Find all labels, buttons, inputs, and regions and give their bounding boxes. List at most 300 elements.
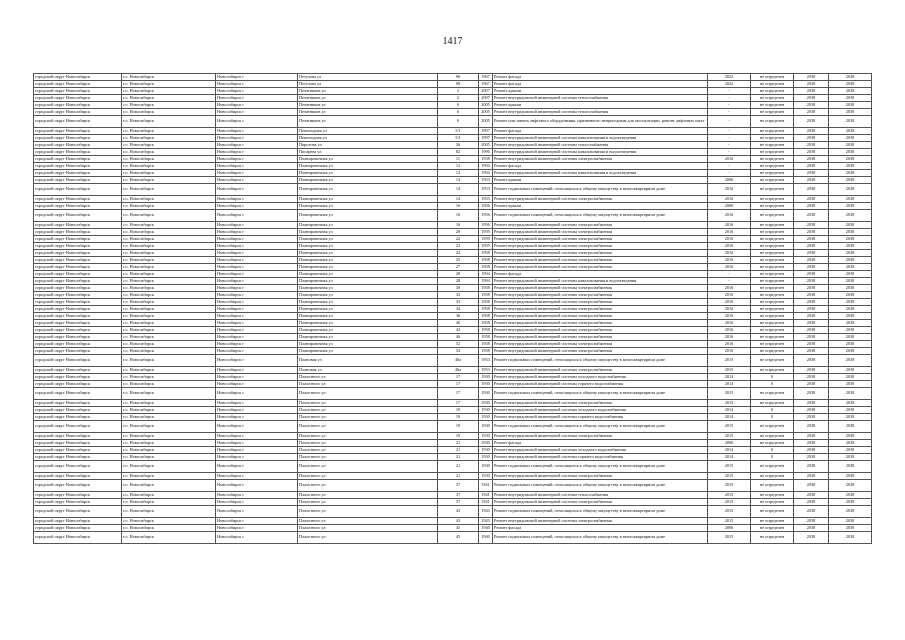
table-cell: г.о. Новосибирск — [122, 407, 216, 414]
table-cell: 33 — [438, 299, 479, 306]
table-row — [34, 327, 872, 334]
table-cell: Новосибирск г — [216, 447, 298, 454]
table-cell: 2016 — [708, 299, 751, 306]
table-row — [34, 292, 872, 299]
table-cell: 1958 — [479, 156, 493, 163]
table-row — [34, 518, 872, 525]
table-cell: 1930 — [479, 433, 493, 440]
table-cell: г.о. Новосибирск — [122, 421, 216, 433]
table-cell: 2038 — [794, 334, 829, 341]
table-row — [34, 454, 872, 461]
table-cell: 25 — [438, 257, 479, 264]
table-cell: г.о. Новосибирск — [122, 203, 216, 210]
table-cell: г.о. Новосибирск — [122, 525, 216, 532]
table-cell: 2038 — [829, 327, 872, 334]
table-cell: Плахотного ул — [298, 532, 438, 544]
table-cell: 1930 — [479, 461, 493, 473]
table-cell: 2038 — [829, 116, 872, 128]
table-cell: 2038 — [829, 292, 872, 299]
table-cell: 1930 — [479, 414, 493, 421]
table-cell: 2014 — [708, 381, 751, 388]
table-cell: городской округ Новосибирск — [34, 334, 122, 341]
table-cell: не определен — [751, 299, 794, 306]
table-cell: не определен — [751, 313, 794, 320]
table-row — [34, 492, 872, 499]
table-cell: Новосибирск г — [216, 81, 298, 88]
table-cell: 26 — [438, 142, 479, 149]
table-cell: городской округ Новосибирск — [34, 128, 122, 135]
table-cell: 2038 — [829, 177, 872, 184]
table-cell: городской округ Новосибирск — [34, 480, 122, 492]
table-cell: городской округ Новосибирск — [34, 532, 122, 544]
table-row — [34, 334, 872, 341]
table-cell: Планировочная ул — [298, 243, 438, 250]
table-cell: 2038 — [794, 278, 829, 285]
table-row — [34, 236, 872, 243]
table-cell: Новосибирск г — [216, 518, 298, 525]
table-cell: 1956 — [479, 222, 493, 229]
table-cell: Ремонт подвальных помещений, относящихся к общему имуществу в многоквартирном доме — [493, 480, 708, 492]
table-cell: Ремонт внутридомовой инженерной системы электроснабжения — [493, 400, 708, 407]
table-cell: Плахотного ул — [298, 454, 438, 461]
table-cell: Новосибирск г — [216, 229, 298, 236]
table-cell: 1941 — [479, 499, 493, 506]
table-cell: 2038 — [829, 170, 872, 177]
table-cell: 19 — [438, 421, 479, 433]
table-cell: Новосибирск г — [216, 506, 298, 518]
table-cell: г.о. Новосибирск — [122, 400, 216, 407]
table-cell: 17 — [438, 374, 479, 381]
table-cell: 36 — [438, 313, 479, 320]
table-cell: 2038 — [794, 292, 829, 299]
table-cell: Планировочная ул — [298, 285, 438, 292]
table-cell: не определен — [751, 271, 794, 278]
table-cell: 2038 — [829, 306, 872, 313]
table-cell: городской округ Новосибирск — [34, 163, 122, 170]
table-cell: 2038 — [794, 381, 829, 388]
table-cell: Плахотного ул — [298, 374, 438, 381]
table-cell: Новосибирск г — [216, 440, 298, 447]
table-cell: 2038 — [794, 88, 829, 95]
table-cell: Планировочная ул — [298, 210, 438, 222]
table-cell: Новосибирск г — [216, 499, 298, 506]
table-cell: - — [708, 271, 751, 278]
table-cell: городской округ Новосибирск — [34, 473, 122, 480]
table-cell: 2038 — [794, 320, 829, 327]
table-cell: Ремонт внутридомовой инженерной системы канализования и водоотведения — [493, 149, 708, 156]
table-cell: 2038 — [829, 532, 872, 544]
table-cell: 2038 — [794, 142, 829, 149]
table-cell: 2038 — [829, 348, 872, 355]
table-cell: 2038 — [794, 400, 829, 407]
table-row — [34, 250, 872, 257]
table-cell: Новосибирск г — [216, 327, 298, 334]
table-cell: Плахотного ул — [298, 414, 438, 421]
table-cell: г.о. Новосибирск — [122, 473, 216, 480]
table-cell: 1959 — [479, 243, 493, 250]
table-cell: не определен — [751, 156, 794, 163]
table-row — [34, 81, 872, 88]
table-cell: городской округ Новосибирск — [34, 109, 122, 116]
table-cell: 2038 — [794, 313, 829, 320]
table-cell: 2022 — [708, 74, 751, 81]
table-cell: 46 — [438, 334, 479, 341]
table-row — [34, 222, 872, 229]
table-row — [34, 367, 872, 374]
table-cell: городской округ Новосибирск — [34, 341, 122, 348]
table-cell: 2006 — [708, 525, 751, 532]
table-cell: 2038 — [794, 116, 829, 128]
table-cell: 2016 — [708, 222, 751, 229]
table-cell: Ремонт внутридомовой инженерной системы электроснабжения — [493, 473, 708, 480]
table-cell: 2038 — [794, 264, 829, 271]
table-cell: 2038 — [794, 149, 829, 156]
table-row — [34, 421, 872, 433]
table-cell: 2038 — [794, 109, 829, 116]
table-cell: 2038 — [794, 102, 829, 109]
table-cell: 2038 — [794, 518, 829, 525]
table-cell: 1930 — [479, 374, 493, 381]
table-cell: г.о. Новосибирск — [122, 243, 216, 250]
table-cell: 1940 — [479, 532, 493, 544]
table-cell: 2038 — [794, 433, 829, 440]
table-cell: 2038 — [829, 374, 872, 381]
table-cell: 1958 — [479, 327, 493, 334]
table-cell: 2016 — [708, 196, 751, 203]
table-cell: 1958 — [479, 313, 493, 320]
table-cell: Плахотного ул — [298, 525, 438, 532]
table-cell: 1930 — [479, 440, 493, 447]
table-cell: Новосибирск г — [216, 128, 298, 135]
table-cell: 2038 — [794, 210, 829, 222]
table-cell: г.о. Новосибирск — [122, 222, 216, 229]
table-cell: 1959 — [479, 229, 493, 236]
table-cell: Петухова ул — [298, 74, 438, 81]
table-cell: г.о. Новосибирск — [122, 196, 216, 203]
table-row — [34, 210, 872, 222]
table-cell: г.о. Новосибирск — [122, 250, 216, 257]
table-cell: 1953 — [479, 367, 493, 374]
table-cell: Новосибирск г — [216, 532, 298, 544]
table-cell: Новосибирск г — [216, 109, 298, 116]
table-cell: не определен — [751, 250, 794, 257]
table-cell: не определен — [751, 264, 794, 271]
table-cell: Новосибирск г — [216, 271, 298, 278]
table-cell: 2038 — [794, 229, 829, 236]
table-cell: 2016 — [708, 210, 751, 222]
table-cell: 0 — [751, 414, 794, 421]
table-cell: городской округ Новосибирск — [34, 292, 122, 299]
table-cell: 2016 — [708, 184, 751, 196]
table-cell: Ремонт крыши — [493, 177, 708, 184]
table-cell: г.о. Новосибирск — [122, 414, 216, 421]
table-cell: городской округ Новосибирск — [34, 271, 122, 278]
table-cell: 1994 — [479, 278, 493, 285]
table-cell: 2038 — [794, 447, 829, 454]
table-cell: 1941 — [479, 480, 493, 492]
table-cell: 2014 — [708, 407, 751, 414]
table-row — [34, 170, 872, 177]
table-cell: не определен — [751, 327, 794, 334]
table-cell: 2038 — [829, 407, 872, 414]
table-cell: Ремонт внутридомовой инженерной системы электроснабжения — [493, 257, 708, 264]
table-cell: городской округ Новосибирск — [34, 95, 122, 102]
table-cell: Плахотного ул — [298, 473, 438, 480]
table-cell: 2038 — [829, 499, 872, 506]
table-cell: 2015 — [708, 388, 751, 400]
table-cell: Новосибирск г — [216, 142, 298, 149]
table-cell: Планировочная ул — [298, 184, 438, 196]
table-cell: Ремонт внутридомовой инженерной системы электроснабжения — [493, 433, 708, 440]
table-cell: 21 — [438, 454, 479, 461]
table-cell: 1959 — [479, 236, 493, 243]
table-cell: Ремонт фасада — [493, 440, 708, 447]
table-cell: не определен — [751, 196, 794, 203]
table-cell: 2022 — [708, 81, 751, 88]
table-cell: городской округ Новосибирск — [34, 116, 122, 128]
table-cell: 2038 — [829, 480, 872, 492]
table-cell: Ремонт внутридомовой инженерной системы электроснабжения — [493, 299, 708, 306]
table-cell: 2015 — [708, 367, 751, 374]
table-row — [34, 306, 872, 313]
table-cell: городской округ Новосибирск — [34, 250, 122, 257]
table-cell: городской округ Новосибирск — [34, 381, 122, 388]
table-cell: 2038 — [794, 236, 829, 243]
table-cell: 2038 — [829, 285, 872, 292]
table-cell: 45 — [438, 532, 479, 544]
table-cell: 2038 — [794, 222, 829, 229]
table-row — [34, 320, 872, 327]
table-cell: Ремонт внутридомовой инженерной системы холодного водоснабжения — [493, 374, 708, 381]
table-cell: городской округ Новосибирск — [34, 400, 122, 407]
table-cell: Новосибирск г — [216, 299, 298, 306]
table-cell: 2038 — [829, 355, 872, 367]
table-cell: не определен — [751, 184, 794, 196]
table-cell: Ремонт внутридомовой инженерной системы электроснабжения — [493, 236, 708, 243]
table-cell: 2015 — [708, 473, 751, 480]
table-cell: Ремонт внутридомовой инженерной системы электроснабжения — [493, 292, 708, 299]
table-cell: городской округ Новосибирск — [34, 367, 122, 374]
table-row — [34, 278, 872, 285]
table-cell: 2038 — [794, 454, 829, 461]
table-cell: Новосибирск г — [216, 163, 298, 170]
table-cell: Новосибирск г — [216, 95, 298, 102]
table-cell: 2016 — [708, 257, 751, 264]
table-cell: Ремонт подвальных помещений, относящихся к общему имуществу в многоквартирном доме — [493, 355, 708, 367]
table-cell: не определен — [751, 128, 794, 135]
table-cell: Новосибирск г — [216, 243, 298, 250]
table-cell: 2038 — [829, 135, 872, 142]
table-cell: Новосибирск г — [216, 210, 298, 222]
table-cell: не определен — [751, 163, 794, 170]
table-cell: 2016 — [708, 334, 751, 341]
table-cell: Планировочная ул — [298, 313, 438, 320]
table-cell: 1967 — [479, 74, 493, 81]
table-cell: 2038 — [829, 257, 872, 264]
table-cell: Плановая ул — [298, 355, 438, 367]
table-cell: городской округ Новосибирск — [34, 243, 122, 250]
table-cell: 0 — [751, 447, 794, 454]
table-cell: Ремонт внутридомовой инженерной системы горячего водоснабжения — [493, 454, 708, 461]
table-cell: г.о. Новосибирск — [122, 149, 216, 156]
table-cell: Ремонт подвальных помещений, относящихся к общему имуществу в многоквартирном доме — [493, 506, 708, 518]
table-cell: 2038 — [829, 388, 872, 400]
table-cell: г.о. Новосибирск — [122, 88, 216, 95]
page-number: 1417 — [442, 36, 463, 47]
table-cell: 82 — [438, 149, 479, 156]
table-row — [34, 196, 872, 203]
table-cell: 96 — [438, 74, 479, 81]
table-cell: Плахотного ул — [298, 407, 438, 414]
table-cell: не определен — [751, 506, 794, 518]
table-cell: 2038 — [794, 163, 829, 170]
table-cell: 20 — [438, 229, 479, 236]
table-cell: городской округ Новосибирск — [34, 142, 122, 149]
table-row — [34, 264, 872, 271]
table-cell: 2038 — [794, 461, 829, 473]
table-row — [34, 414, 872, 421]
table-cell: Ремонт фасада — [493, 163, 708, 170]
table-cell: 1953 — [479, 355, 493, 367]
table-cell: не определен — [751, 525, 794, 532]
table-cell: 2014 — [708, 374, 751, 381]
table-cell: 1930 — [479, 388, 493, 400]
table-cell: Плахотного ул — [298, 518, 438, 525]
table-cell: 1953 — [479, 177, 493, 184]
table-cell: Новосибирск г — [216, 480, 298, 492]
table-cell: городской округ Новосибирск — [34, 525, 122, 532]
table-cell: не определен — [751, 74, 794, 81]
table-row — [34, 88, 872, 95]
table-cell: 0 — [751, 374, 794, 381]
table-cell: 1941 — [479, 492, 493, 499]
table-cell: 2016 — [708, 327, 751, 334]
table-cell: 1930 — [479, 407, 493, 414]
table-cell: 2038 — [794, 170, 829, 177]
table-cell: Пешеходная ул — [298, 135, 438, 142]
table-cell: 0 — [751, 407, 794, 414]
table-cell: 19 — [438, 433, 479, 440]
table-cell: не определен — [751, 306, 794, 313]
table-cell: 2038 — [829, 222, 872, 229]
table-cell: 2015 — [708, 421, 751, 433]
table-cell: г.о. Новосибирск — [122, 499, 216, 506]
table-cell: г.о. Новосибирск — [122, 109, 216, 116]
table-cell: г.о. Новосибирск — [122, 454, 216, 461]
table-cell: 2038 — [829, 243, 872, 250]
table-cell: 21 — [438, 440, 479, 447]
table-cell: Новосибирск г — [216, 156, 298, 163]
table-cell: 2038 — [829, 128, 872, 135]
table-cell: Ремонт внутридомовой инженерной системы электроснабжения — [493, 250, 708, 257]
table-cell: Пешеходная ул — [298, 128, 438, 135]
table-cell: 2038 — [829, 203, 872, 210]
table-cell: 2038 — [794, 480, 829, 492]
table-cell: 2016 — [708, 285, 751, 292]
table-cell: 1956 — [479, 203, 493, 210]
table-cell: г.о. Новосибирск — [122, 116, 216, 128]
table-cell: г.о. Новосибирск — [122, 506, 216, 518]
table-cell: городской округ Новосибирск — [34, 320, 122, 327]
table-cell: 2038 — [829, 250, 872, 257]
table-cell: городской округ Новосибирск — [34, 414, 122, 421]
table-cell: городской округ Новосибирск — [34, 421, 122, 433]
table-cell: 12 — [438, 170, 479, 177]
table-cell: Ремонт внутридомовой инженерной системы электроснабжения — [493, 229, 708, 236]
table-cell: Планировочная ул — [298, 203, 438, 210]
table-cell: 2038 — [829, 473, 872, 480]
table-cell: не определен — [751, 222, 794, 229]
table-cell: 2038 — [829, 421, 872, 433]
table-row — [34, 341, 872, 348]
table-cell: 2015 — [708, 532, 751, 544]
table-cell: г.о. Новосибирск — [122, 388, 216, 400]
table-cell: 2038 — [829, 184, 872, 196]
table-cell: 21 — [438, 473, 479, 480]
table-cell: 16 — [438, 203, 479, 210]
table-cell: не определен — [751, 88, 794, 95]
table-cell: 98 — [438, 81, 479, 88]
table-cell: 2038 — [794, 299, 829, 306]
table-cell: 2014 — [708, 454, 751, 461]
table-cell: - — [708, 278, 751, 285]
table-cell: Новосибирск г — [216, 367, 298, 374]
table-cell: 2038 — [794, 156, 829, 163]
table-cell: Ремонт внутридомовой инженерной системы электроснабжения — [493, 327, 708, 334]
table-cell: городской округ Новосибирск — [34, 447, 122, 454]
table-cell: 2038 — [829, 163, 872, 170]
table-cell: городской округ Новосибирск — [34, 506, 122, 518]
table-cell: Ремонт или замена лифтового оборудования, признанного непригодным для эксплуатации, ремонт лифтовых шахт — [493, 116, 708, 128]
table-cell: Новосибирск г — [216, 257, 298, 264]
table-cell: не определен — [751, 257, 794, 264]
table-cell: г.о. Новосибирск — [122, 367, 216, 374]
table-cell: 2038 — [794, 367, 829, 374]
table-cell: не определен — [751, 532, 794, 544]
table-cell: - — [708, 88, 751, 95]
table-cell: 16 — [438, 210, 479, 222]
table-cell: Ремонт внутридомовой инженерной системы электроснабжения — [493, 367, 708, 374]
table-cell: городской округ Новосибирск — [34, 184, 122, 196]
table-cell: 2038 — [829, 454, 872, 461]
table-cell: Новосибирск г — [216, 184, 298, 196]
table-row — [34, 473, 872, 480]
table-cell: Ремонт внутридомовой инженерной системы канализования и водоотведения — [493, 278, 708, 285]
table-cell: 2038 — [829, 341, 872, 348]
table-cell: 14 — [438, 196, 479, 203]
table-cell: 6 — [438, 109, 479, 116]
table-cell: Новосибирск г — [216, 407, 298, 414]
table-cell: Планировочная ул — [298, 320, 438, 327]
table-cell: городской округ Новосибирск — [34, 88, 122, 95]
table-cell: городской округ Новосибирск — [34, 74, 122, 81]
table-cell: 2015 — [708, 355, 751, 367]
table-cell: Новосибирск г — [216, 334, 298, 341]
table-cell: не определен — [751, 348, 794, 355]
table-cell: 2038 — [794, 250, 829, 257]
table-cell: 1943 — [479, 518, 493, 525]
table-cell: 17 — [438, 400, 479, 407]
table-row — [34, 95, 872, 102]
table-cell: Новосибирск г — [216, 492, 298, 499]
table-cell: 2038 — [794, 355, 829, 367]
table-row — [34, 74, 872, 81]
table-cell: не определен — [751, 177, 794, 184]
table-row — [34, 135, 872, 142]
table-cell: 2038 — [829, 299, 872, 306]
table-row — [34, 184, 872, 196]
table-cell: Новосибирск г — [216, 149, 298, 156]
